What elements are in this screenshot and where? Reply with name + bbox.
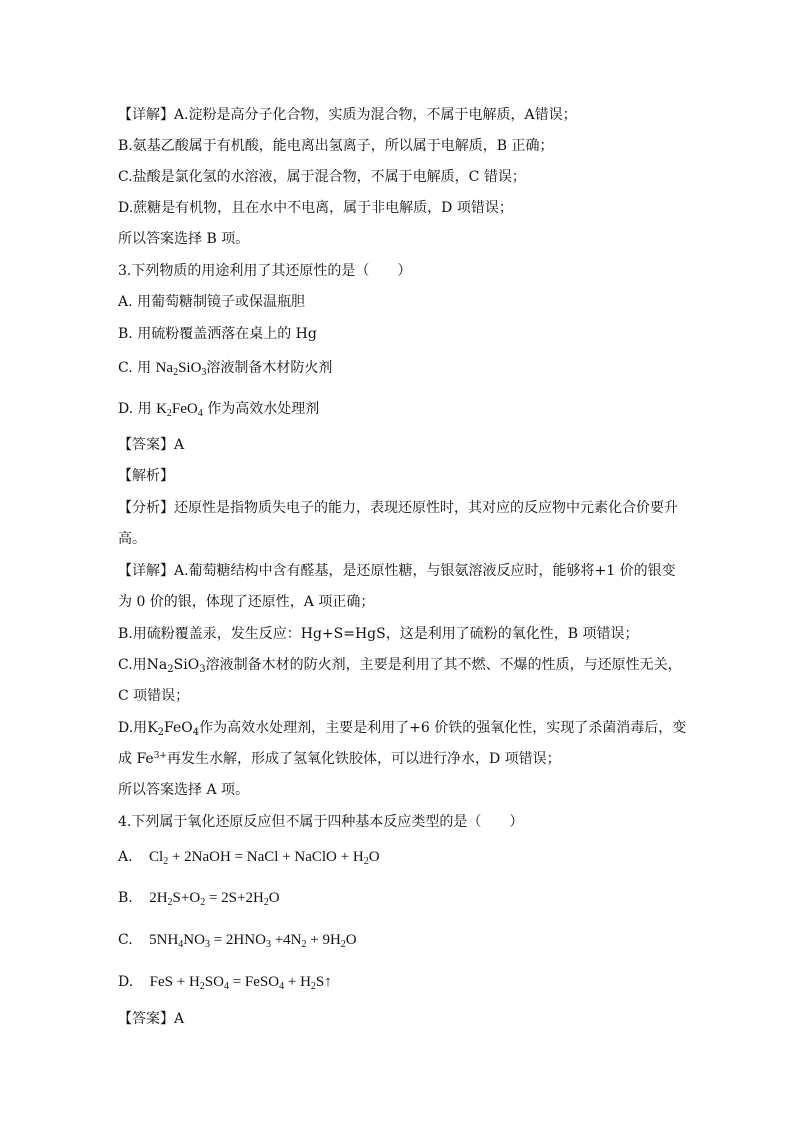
option-c-suffix: 溶液制备木材防火剂 bbox=[206, 360, 333, 376]
question-3-option-a: A. 用葡萄糖制镜子或保温瓶胆 bbox=[118, 294, 306, 310]
question-4-answer: 【答案】A bbox=[118, 1011, 185, 1027]
question-3-detail-c-line-2: C 项错误； bbox=[118, 688, 190, 704]
formula-na2sio3-inline: $Na_2SiO_3$ bbox=[146, 657, 206, 675]
detail-c-suffix: 溶液制备木材的防火剂，主要是利用了其不燃、不爆的性质，与还原性无关， bbox=[205, 657, 682, 673]
option-a-label: A. bbox=[118, 849, 133, 865]
question-3-option-b: B. 用硫粉覆盖洒落在桌上的 Hg bbox=[118, 326, 317, 342]
question-3-detail-line-1: 【详解】A.葡萄糖结构中含有醛基，是还原性糖，与银氨溶液反应时，能够将+1 价的银变 bbox=[118, 563, 676, 579]
detail-c-prefix: C.用 bbox=[118, 657, 147, 673]
formula-na2sio3: $Na_2SiO_3$ bbox=[155, 360, 207, 378]
option-c-prefix: C. 用 bbox=[118, 360, 156, 376]
option-b-label: B. bbox=[118, 890, 133, 906]
detail-d2-prefix: 成 bbox=[118, 751, 137, 767]
detail-d-prefix: D.用 bbox=[118, 720, 148, 736]
detail-d2-suffix: 再发生水解，形成了氢氧化铁胶体，可以进行净水，D 项错误； bbox=[166, 751, 561, 767]
formula-k2feo4-inline: $K_2FeO_4$ bbox=[147, 720, 200, 738]
question-3-fenxi-line-1: 【分析】还原性是指物质失电子的能力，表现还原性时，其对应的反应物中元素化合价要升 bbox=[118, 500, 678, 516]
equation-a: $Cl_2$ + 2NaOH = NaCl + NaClO + $H_2O$ bbox=[149, 849, 380, 867]
question-3-detail-line-2: 为 0 价的银，体现了还原性，A 项正确； bbox=[118, 594, 375, 610]
equation-b: $2H_2S+O_2 = 2S+2H_2O$ bbox=[149, 890, 280, 908]
question-3-detail-d-line-2 bbox=[118, 750, 561, 768]
formula-k2feo4: $K_2FeO_4$ bbox=[156, 401, 203, 419]
question-3-detail-b: B.用硫粉覆盖汞，发生反应：Hg+S=HgS，这是利用了硫粉的氧化性，B 项错误； bbox=[118, 626, 639, 642]
question-3-fenxi-line-2: 高。 bbox=[118, 531, 146, 547]
question-3-stem: 3.下列物质的用途利用了其还原性的是（ ） bbox=[118, 263, 412, 279]
question-4-option-a bbox=[118, 848, 380, 866]
para1-line-4: D.蔗糖是有机物，且在水中不电离，属于非电解质，D 项错误； bbox=[118, 200, 513, 216]
question-4-option-d bbox=[118, 973, 332, 991]
para1-line-5: 所以答案选择 B 项。 bbox=[118, 231, 250, 247]
question-3-analysis-label: 【解析】 bbox=[118, 468, 174, 484]
para1-line-1: 【详解】A.淀粉是高分子化合物，实质为混合物，不属于电解质，A错误； bbox=[118, 107, 577, 123]
equation-c: $5NH_4NO_3 = 2HNO_3 +4N_2 + 9H_2O$ bbox=[149, 932, 357, 950]
para1-line-3: C.盐酸是氯化氢的水溶液，属于混合物，不属于电解质，C 错误； bbox=[118, 169, 526, 185]
question-3-option-d bbox=[118, 400, 319, 418]
question-3-detail-d-line-1 bbox=[118, 719, 686, 737]
detail-d-suffix: 作为高效水处理剂，主要是利用了+6 价铁的强氧化性，实现了杀菌消毒后，变 bbox=[199, 720, 687, 736]
question-4-option-b bbox=[118, 889, 280, 907]
option-c-label: C. bbox=[118, 932, 133, 948]
question-3-option-c bbox=[118, 359, 332, 377]
question-4-stem: 4.下列属于氧化还原反应但不属于四种基本反应类型的是（ ） bbox=[118, 814, 524, 830]
option-d-prefix: D. 用 bbox=[118, 401, 157, 417]
question-3-conclusion: 所以答案选择 A 项。 bbox=[118, 782, 250, 798]
option-d-suffix: 作为高效水处理剂 bbox=[202, 401, 320, 417]
question-4-option-c bbox=[118, 931, 357, 949]
para1-line-2: B.氨基乙酸属于有机酸，能电离出氢离子，所以属于电解质，B 正确； bbox=[118, 138, 554, 154]
formula-fe3plus: $Fe^{3+}$ bbox=[136, 751, 167, 767]
equation-d: FeS + $H_2SO_4$ = FeSO$_4$ + $H_2S↑$ bbox=[149, 974, 332, 992]
question-3-answer: 【答案】A bbox=[118, 437, 185, 453]
question-3-detail-c-line-1 bbox=[118, 656, 682, 674]
option-d-label: D. bbox=[118, 974, 134, 990]
